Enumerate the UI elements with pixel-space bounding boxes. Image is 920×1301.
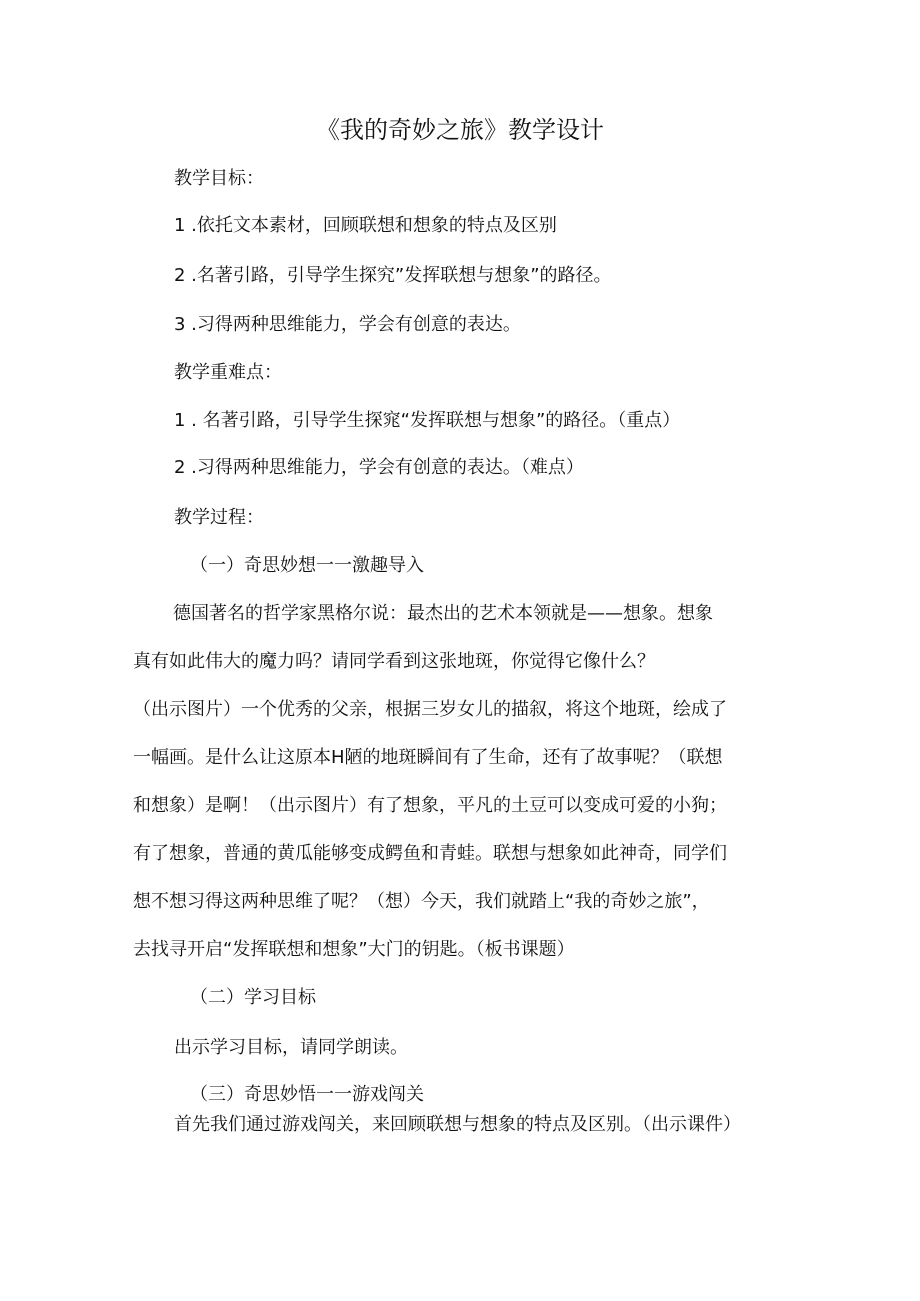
keypoint-item-1: 1 . 名著引路，引导学生探窕“发挥联想与想象”的路径。（重点）	[174, 410, 681, 431]
section1-heading: （一）奇思妙想一一激趣导入	[190, 555, 424, 576]
objective-item-1: 1 .依托文本素材，回顾联想和想象的特点及区别	[174, 215, 557, 236]
section2-heading: （二）学习目标	[190, 987, 316, 1008]
section3-text: 首先我们通过游戏闯关，来回顾联想与想象的特点及区别。（出示课件）	[174, 1114, 741, 1135]
objectives-heading: 教学目标：	[174, 168, 264, 189]
section2-text: 出示学习目标，请同学朗读。	[174, 1037, 408, 1058]
paragraph-line: 去找寻开启“发挥联想和想象”大门的钥匙。（板书课题）	[133, 939, 575, 960]
objective-item-2: 2 .名著引路，引导学生探究”发挥联想与想象”的路径。	[174, 265, 612, 286]
section1-paragraph	[133, 599, 805, 983]
paragraph-line: 和想象）是啊！（出示图片）有了想象，平凡的土豆可以变成可爱的小狗；	[133, 795, 727, 816]
keypoint-item-2: 2 .习得两种思维能力，学会有创意的表达。（难点）	[174, 457, 584, 478]
paragraph-line: （出示图片）一个优秀的父亲，根据三岁女儿的描叙，将这个地斑，绘成了	[133, 699, 727, 720]
keypoints-heading: 教学重难点：	[174, 362, 282, 383]
paragraph-line: 德国著名的哲学家黑格尔说：最杰出的艺术本领就是——想象。想象	[173, 603, 713, 624]
document-title: 《我的奇妙之旅》教学设计	[316, 116, 604, 144]
process-heading: 教学过程：	[174, 507, 264, 528]
paragraph-line: 有了想象，普通的黄瓜能够变成鳄鱼和青蛙。联想与想象如此神奇，同学们	[133, 843, 727, 864]
paragraph-line: 真有如此伟大的魔力吗？请同学看到这张地斑，你觉得它像什么？	[133, 651, 655, 672]
paragraph-line: 一幅画。是什么让这原本H陋的地斑瞬间有了生命，还有了故事呢？（联想	[133, 747, 723, 768]
section3-heading: （三）奇思妙悟一一游戏闯关	[190, 1084, 424, 1105]
objective-item-3: 3 .习得两种思维能力，学会有创意的表达。	[174, 314, 521, 335]
paragraph-line: 想不想习得这两种思维了呢？（想）今天，我们就踏上“我的奇妙之旅”，	[133, 891, 710, 912]
